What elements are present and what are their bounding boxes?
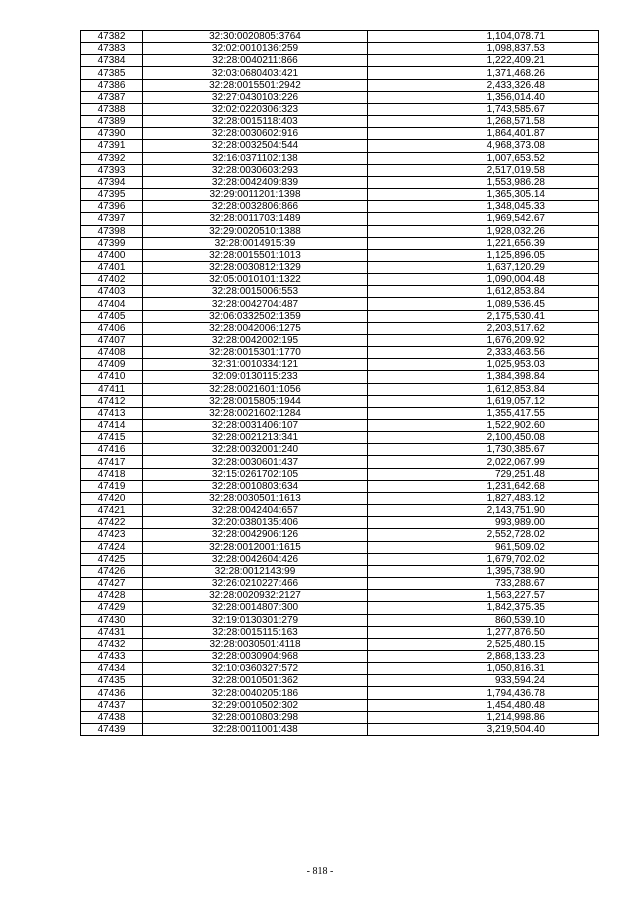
- amount-cell: 1,222,409.21: [368, 55, 599, 67]
- amount-cell: 1,553,986.28: [368, 176, 599, 188]
- cadastral-number-cell: 32:02:0010136:259: [143, 43, 368, 55]
- record-number-cell: 47391: [81, 140, 143, 152]
- amount-cell: 1,563,227.57: [368, 590, 599, 602]
- record-number-cell: 47389: [81, 116, 143, 128]
- amount-cell: 961,509.02: [368, 541, 599, 553]
- cadastral-number-cell: 32:28:0040205:186: [143, 687, 368, 699]
- record-number-cell: 47439: [81, 723, 143, 735]
- record-number-cell: 47385: [81, 67, 143, 79]
- table-row: [81, 261, 599, 273]
- table-row: [81, 517, 599, 529]
- amount-cell: 1,522,902.60: [368, 420, 599, 432]
- amount-cell: 993,989.00: [368, 517, 599, 529]
- table-row: [81, 31, 599, 43]
- amount-cell: 2,433,326.48: [368, 79, 599, 91]
- record-number-cell: 47422: [81, 517, 143, 529]
- cadastral-number-cell: 32:26:0210227:466: [143, 578, 368, 590]
- cadastral-number-cell: 32:05:0010101:1322: [143, 274, 368, 286]
- cadastral-number-cell: 32:29:0010502:302: [143, 699, 368, 711]
- cadastral-number-cell: 32:28:0042409:839: [143, 176, 368, 188]
- cadastral-number-cell: 32:28:0030602:916: [143, 128, 368, 140]
- table-row: [81, 176, 599, 188]
- record-number-cell: 47415: [81, 432, 143, 444]
- record-number-cell: 47423: [81, 529, 143, 541]
- cadastral-number-cell: 32:28:0015115:163: [143, 626, 368, 638]
- cadastral-number-cell: 32:28:0042006:1275: [143, 322, 368, 334]
- record-number-cell: 47398: [81, 225, 143, 237]
- table-row: [81, 553, 599, 565]
- cadastral-number-cell: 32:28:0021601:1056: [143, 383, 368, 395]
- table-row: [81, 444, 599, 456]
- amount-cell: 1,794,436.78: [368, 687, 599, 699]
- data-table: [80, 30, 599, 736]
- amount-cell: 2,203,517.62: [368, 322, 599, 334]
- cadastral-number-cell: 32:28:0010803:298: [143, 711, 368, 723]
- table-row: [81, 201, 599, 213]
- amount-cell: 4,968,373.08: [368, 140, 599, 152]
- amount-cell: 1,090,004.48: [368, 274, 599, 286]
- cadastral-number-cell: 32:29:0011201:1398: [143, 189, 368, 201]
- amount-cell: 1,355,417.55: [368, 407, 599, 419]
- cadastral-number-cell: 32:28:0032806:866: [143, 201, 368, 213]
- cadastral-number-cell: 32:19:0130301:279: [143, 614, 368, 626]
- amount-cell: 1,007,653.52: [368, 152, 599, 164]
- table-row: [81, 310, 599, 322]
- cadastral-number-cell: 32:28:0030501:4118: [143, 638, 368, 650]
- table-row: [81, 420, 599, 432]
- amount-cell: 1,619,057.12: [368, 395, 599, 407]
- record-number-cell: 47419: [81, 480, 143, 492]
- amount-cell: 1,098,837.53: [368, 43, 599, 55]
- table-row: [81, 152, 599, 164]
- record-number-cell: 47433: [81, 650, 143, 662]
- cadastral-number-cell: 32:28:0015006:553: [143, 286, 368, 298]
- table-row: [81, 128, 599, 140]
- record-number-cell: 47386: [81, 79, 143, 91]
- cadastral-number-cell: 32:28:0015805:1944: [143, 395, 368, 407]
- record-number-cell: 47406: [81, 322, 143, 334]
- record-number-cell: 47382: [81, 31, 143, 43]
- cadastral-number-cell: 32:28:0030812:1329: [143, 261, 368, 273]
- amount-cell: 2,868,133.23: [368, 650, 599, 662]
- page-number: - 818 -: [306, 866, 334, 877]
- amount-cell: 1,637,120.29: [368, 261, 599, 273]
- cadastral-number-cell: 32:15:0261702:105: [143, 468, 368, 480]
- cadastral-number-cell: 32:06:0332502:1359: [143, 310, 368, 322]
- amount-cell: 1,277,876.50: [368, 626, 599, 638]
- table-row: [81, 456, 599, 468]
- amount-cell: 1,730,385.67: [368, 444, 599, 456]
- amount-cell: 1,612,853.84: [368, 383, 599, 395]
- amount-cell: 1,395,738.90: [368, 565, 599, 577]
- cadastral-number-cell: 32:29:0020510:1388: [143, 225, 368, 237]
- table-row: [81, 468, 599, 480]
- table-row: [81, 164, 599, 176]
- cadastral-number-cell: 32:09:0130115:233: [143, 371, 368, 383]
- amount-cell: 3,219,504.40: [368, 723, 599, 735]
- cadastral-number-cell: 32:28:0040211:866: [143, 55, 368, 67]
- table-row: [81, 322, 599, 334]
- table-row: [81, 395, 599, 407]
- table-row: [81, 602, 599, 614]
- amount-cell: 1,384,398.84: [368, 371, 599, 383]
- record-number-cell: 47412: [81, 395, 143, 407]
- table-row: [81, 614, 599, 626]
- cadastral-number-cell: 32:28:0010501:362: [143, 675, 368, 687]
- table-row: [81, 505, 599, 517]
- amount-cell: 1,842,375.35: [368, 602, 599, 614]
- record-number-cell: 47426: [81, 565, 143, 577]
- amount-cell: 860,539.10: [368, 614, 599, 626]
- record-number-cell: 47437: [81, 699, 143, 711]
- cadastral-number-cell: 32:28:0012001:1615: [143, 541, 368, 553]
- record-number-cell: 47418: [81, 468, 143, 480]
- record-number-cell: 47436: [81, 687, 143, 699]
- table-row: [81, 675, 599, 687]
- table-row: [81, 67, 599, 79]
- cadastral-number-cell: 32:31:0010334:121: [143, 359, 368, 371]
- record-number-cell: 47413: [81, 407, 143, 419]
- cadastral-number-cell: 32:28:0030603:293: [143, 164, 368, 176]
- record-number-cell: 47383: [81, 43, 143, 55]
- cadastral-number-cell: 32:28:0015501:2942: [143, 79, 368, 91]
- cadastral-number-cell: 32:27:0430103:226: [143, 91, 368, 103]
- cadastral-number-cell: 32:28:0021213:341: [143, 432, 368, 444]
- cadastral-number-cell: 32:28:0014915:39: [143, 237, 368, 249]
- amount-cell: 1,268,571.58: [368, 116, 599, 128]
- amount-cell: 1,676,209.92: [368, 334, 599, 346]
- amount-cell: 1,348,045.33: [368, 201, 599, 213]
- amount-cell: 1,356,014.40: [368, 91, 599, 103]
- amount-cell: 1,104,078.71: [368, 31, 599, 43]
- amount-cell: 733,288.67: [368, 578, 599, 590]
- amount-cell: 1,371,468.26: [368, 67, 599, 79]
- record-number-cell: 47434: [81, 663, 143, 675]
- cadastral-number-cell: 32:30:0020805:3764: [143, 31, 368, 43]
- amount-cell: 2,552,728.02: [368, 529, 599, 541]
- amount-cell: 1,454,480.48: [368, 699, 599, 711]
- table-row: [81, 334, 599, 346]
- cadastral-number-cell: 32:28:0042404:657: [143, 505, 368, 517]
- cadastral-number-cell: 32:02:0220306:323: [143, 103, 368, 115]
- record-number-cell: 47392: [81, 152, 143, 164]
- record-number-cell: 47407: [81, 334, 143, 346]
- table-row: [81, 578, 599, 590]
- cadastral-number-cell: 32:28:0010803:634: [143, 480, 368, 492]
- cadastral-number-cell: 32:28:0015301:1770: [143, 347, 368, 359]
- amount-cell: 1,089,536.45: [368, 298, 599, 310]
- table-row: [81, 663, 599, 675]
- record-number-cell: 47387: [81, 91, 143, 103]
- table-row: [81, 286, 599, 298]
- record-number-cell: 47399: [81, 237, 143, 249]
- cadastral-number-cell: 32:28:0042604:426: [143, 553, 368, 565]
- table-row: [81, 650, 599, 662]
- amount-cell: 729,251.48: [368, 468, 599, 480]
- amount-cell: 1,864,401.87: [368, 128, 599, 140]
- cadastral-number-cell: 32:28:0042704:487: [143, 298, 368, 310]
- table-row: [81, 699, 599, 711]
- cadastral-number-cell: 32:20:0380135:406: [143, 517, 368, 529]
- amount-cell: 2,100,450.08: [368, 432, 599, 444]
- cadastral-number-cell: 32:28:0030501:1613: [143, 492, 368, 504]
- record-number-cell: 47421: [81, 505, 143, 517]
- cadastral-number-cell: 32:28:0015118:403: [143, 116, 368, 128]
- record-number-cell: 47388: [81, 103, 143, 115]
- cadastral-number-cell: 32:28:0030601:437: [143, 456, 368, 468]
- record-number-cell: 47429: [81, 602, 143, 614]
- cadastral-number-cell: 32:28:0011703:1489: [143, 213, 368, 225]
- record-number-cell: 47409: [81, 359, 143, 371]
- table-row: [81, 590, 599, 602]
- amount-cell: 1,969,542.67: [368, 213, 599, 225]
- amount-cell: 2,517,019.58: [368, 164, 599, 176]
- record-number-cell: 47384: [81, 55, 143, 67]
- amount-cell: 1,231,642.68: [368, 480, 599, 492]
- amount-cell: 2,525,480.15: [368, 638, 599, 650]
- record-number-cell: 47394: [81, 176, 143, 188]
- record-number-cell: 47404: [81, 298, 143, 310]
- amount-cell: 1,827,483.12: [368, 492, 599, 504]
- record-number-cell: 47405: [81, 310, 143, 322]
- table-row: [81, 565, 599, 577]
- cadastral-number-cell: 32:10:0360327:572: [143, 663, 368, 675]
- cadastral-number-cell: 32:28:0031406:107: [143, 420, 368, 432]
- table-row: [81, 55, 599, 67]
- table-row: [81, 347, 599, 359]
- table-row: [81, 116, 599, 128]
- amount-cell: 1,743,585.67: [368, 103, 599, 115]
- table-row: [81, 213, 599, 225]
- table-row: [81, 103, 599, 115]
- record-number-cell: 47390: [81, 128, 143, 140]
- amount-cell: 1,365,305.14: [368, 189, 599, 201]
- amount-cell: 1,928,032.26: [368, 225, 599, 237]
- amount-cell: 2,175,530.41: [368, 310, 599, 322]
- record-number-cell: 47410: [81, 371, 143, 383]
- table-row: [81, 407, 599, 419]
- record-number-cell: 47430: [81, 614, 143, 626]
- table-row: [81, 687, 599, 699]
- cadastral-number-cell: 32:28:0032504:544: [143, 140, 368, 152]
- record-number-cell: 47425: [81, 553, 143, 565]
- table-row: [81, 189, 599, 201]
- record-number-cell: 47417: [81, 456, 143, 468]
- amount-cell: 1,125,896.05: [368, 249, 599, 261]
- record-number-cell: 47420: [81, 492, 143, 504]
- table-row: [81, 529, 599, 541]
- record-number-cell: 47411: [81, 383, 143, 395]
- cadastral-number-cell: 32:03:0680403:421: [143, 67, 368, 79]
- amount-cell: 1,214,998.86: [368, 711, 599, 723]
- table-row: [81, 91, 599, 103]
- table-row: [81, 359, 599, 371]
- record-number-cell: 47431: [81, 626, 143, 638]
- table-row: [81, 298, 599, 310]
- cadastral-number-cell: 32:16:0371102:138: [143, 152, 368, 164]
- table-row: [81, 480, 599, 492]
- record-number-cell: 47396: [81, 201, 143, 213]
- record-number-cell: 47424: [81, 541, 143, 553]
- cadastral-number-cell: 32:28:0042002:195: [143, 334, 368, 346]
- amount-cell: 1,679,702.02: [368, 553, 599, 565]
- table-row: [81, 225, 599, 237]
- record-number-cell: 47427: [81, 578, 143, 590]
- record-number-cell: 47393: [81, 164, 143, 176]
- record-number-cell: 47408: [81, 347, 143, 359]
- amount-cell: 1,612,853.84: [368, 286, 599, 298]
- cadastral-number-cell: 32:28:0011001:438: [143, 723, 368, 735]
- record-number-cell: 47414: [81, 420, 143, 432]
- table-row: [81, 541, 599, 553]
- amount-cell: 2,022,067.99: [368, 456, 599, 468]
- record-number-cell: 47432: [81, 638, 143, 650]
- record-number-cell: 47402: [81, 274, 143, 286]
- table-row: [81, 249, 599, 261]
- table-row: [81, 371, 599, 383]
- record-number-cell: 47416: [81, 444, 143, 456]
- record-number-cell: 47435: [81, 675, 143, 687]
- table-row: [81, 237, 599, 249]
- cadastral-number-cell: 32:28:0030904:968: [143, 650, 368, 662]
- record-number-cell: 47397: [81, 213, 143, 225]
- cadastral-number-cell: 32:28:0015501:1013: [143, 249, 368, 261]
- amount-cell: 2,333,463.56: [368, 347, 599, 359]
- cadastral-number-cell: 32:28:0014807:300: [143, 602, 368, 614]
- record-number-cell: 47400: [81, 249, 143, 261]
- record-number-cell: 47438: [81, 711, 143, 723]
- cadastral-number-cell: 32:28:0021602:1284: [143, 407, 368, 419]
- amount-cell: 1,025,953.03: [368, 359, 599, 371]
- table-row: [81, 432, 599, 444]
- cadastral-number-cell: 32:28:0012143:99: [143, 565, 368, 577]
- cadastral-number-cell: 32:28:0042906:126: [143, 529, 368, 541]
- table-row: [81, 711, 599, 723]
- amount-cell: 933,594.24: [368, 675, 599, 687]
- record-number-cell: 47403: [81, 286, 143, 298]
- table-row: [81, 383, 599, 395]
- cadastral-number-cell: 32:28:0032001:240: [143, 444, 368, 456]
- record-number-cell: 47395: [81, 189, 143, 201]
- amount-cell: 1,050,816.31: [368, 663, 599, 675]
- table-row: [81, 79, 599, 91]
- table-row: [81, 492, 599, 504]
- table-row: [81, 638, 599, 650]
- table-row: [81, 274, 599, 286]
- cadastral-number-cell: 32:28:0020932:2127: [143, 590, 368, 602]
- record-number-cell: 47401: [81, 261, 143, 273]
- table-body: [81, 31, 599, 736]
- amount-cell: 1,221,656.39: [368, 237, 599, 249]
- table-row: [81, 626, 599, 638]
- amount-cell: 2,143,751.90: [368, 505, 599, 517]
- table-row: [81, 140, 599, 152]
- table-row: [81, 723, 599, 735]
- table-row: [81, 43, 599, 55]
- record-number-cell: 47428: [81, 590, 143, 602]
